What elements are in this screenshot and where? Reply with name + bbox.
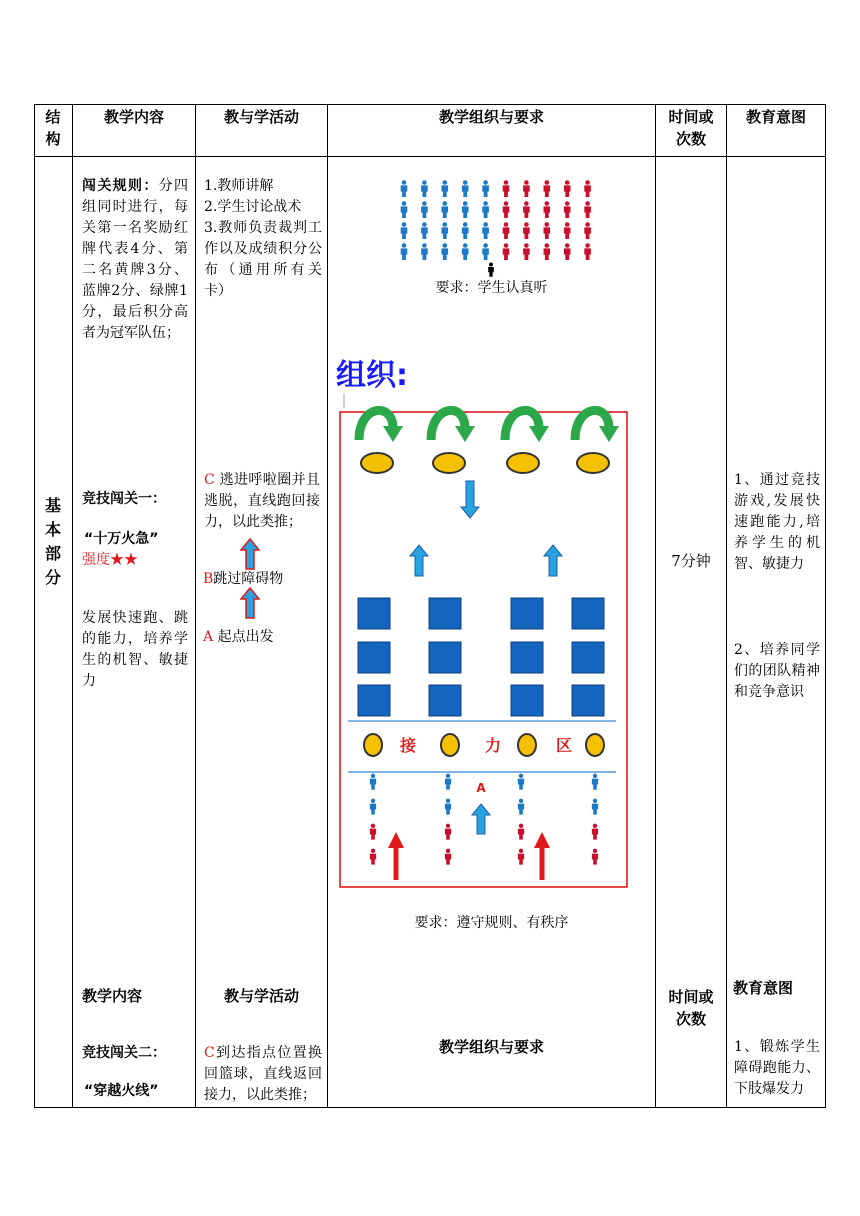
person-icon <box>401 201 408 218</box>
person-icon <box>482 243 489 260</box>
person-icon <box>503 222 510 239</box>
person-icon <box>564 222 571 239</box>
level2-intent: 1、锻炼学生障碍跑能力、下肢爆发力 <box>734 1039 820 1097</box>
person-icon <box>370 849 376 865</box>
person-icon <box>503 201 510 218</box>
step-a-letter: A <box>203 629 214 645</box>
header-activities: 教与学活动 <box>223 108 299 126</box>
obstacle-square <box>511 642 543 673</box>
person-icon <box>445 774 451 790</box>
person-icon <box>523 222 530 239</box>
start-mark-label: A <box>476 781 486 795</box>
person-icon <box>462 201 469 218</box>
step-c-letter: C <box>204 472 215 488</box>
person-icon <box>564 201 571 218</box>
level2-name: “穿越火线” <box>84 1083 159 1099</box>
activity-item: 3.教师负责裁判工作以及成绩积分公布（通用所有关卡） <box>204 220 322 299</box>
requirement-rules: 要求：遵守规则、有秩序 <box>414 915 569 931</box>
activity-item: 1.教师讲解 <box>204 178 274 194</box>
person-icon <box>488 263 494 277</box>
person-icon <box>482 222 489 239</box>
obstacle-square <box>511 685 543 716</box>
intensity-stars: ★★ <box>110 552 138 568</box>
duration: 7分钟 <box>671 552 711 570</box>
level2-title: 竞技闯关二： <box>82 1045 166 1061</box>
person-icon <box>518 849 524 865</box>
person-icon <box>544 180 551 197</box>
obstacle-square <box>429 642 461 673</box>
level2-step-c <box>204 1043 322 1106</box>
person-icon <box>421 201 428 218</box>
header-content: 教学内容 <box>103 108 164 126</box>
obstacle-square <box>572 598 604 629</box>
person-icon <box>584 180 591 197</box>
hoop-icon <box>441 734 459 756</box>
up-arrow-icon <box>544 545 562 576</box>
obstacle-square <box>358 598 390 629</box>
curved-arrow-icon <box>505 410 539 440</box>
person-icon <box>503 243 510 260</box>
relay-zone-label: 区 <box>555 736 573 755</box>
hoop-icon <box>361 453 393 473</box>
person-icon <box>442 201 449 218</box>
step-b-text: 跳过障碍物 <box>213 571 284 587</box>
person-icon <box>544 222 551 239</box>
repeat-header-organization: 教学组织与要求 <box>438 1038 544 1056</box>
person-icon <box>421 222 428 239</box>
person-icon <box>523 201 530 218</box>
rules-title: 闯关规则： <box>82 178 159 194</box>
person-icon <box>592 824 598 840</box>
hoop-icon <box>507 453 539 473</box>
person-icon <box>544 201 551 218</box>
person-icon <box>401 222 408 239</box>
repeat-header-intent: 教育意图 <box>733 979 794 997</box>
person-icon <box>445 799 451 815</box>
up-arrow-icon <box>240 587 260 619</box>
red-up-arrow-icon <box>534 832 550 880</box>
level1-title: 竞技闯关一： <box>82 491 166 507</box>
obstacle-square <box>358 685 390 716</box>
person-icon <box>462 243 469 260</box>
header-organization: 教学组织与要求 <box>438 108 544 126</box>
header-structure: 结构 <box>45 108 61 148</box>
level1-intensity <box>82 550 192 571</box>
person-icon <box>370 774 376 790</box>
person-icon <box>462 180 469 197</box>
hoop-icon <box>364 734 382 756</box>
step-c-text: 逃进呼啦圈并且逃脱，直线跑回接力，以此类推； <box>204 472 320 530</box>
hoop-icon <box>586 734 604 756</box>
up-arrow-icon <box>240 538 260 570</box>
step-c <box>204 470 320 533</box>
intent-item-1: 1、通过竞技游戏,发展快速跑能力,培养学生的机智、敏捷力 <box>734 472 820 572</box>
person-icon <box>544 243 551 260</box>
intensity-label: 强度 <box>82 552 110 568</box>
person-icon <box>370 799 376 815</box>
person-icon <box>523 243 530 260</box>
person-icon <box>584 222 591 239</box>
level2-step-c-text: 到达指点位置换回篮球，直线返回接力，以此类推； <box>204 1045 322 1103</box>
person-icon <box>442 222 449 239</box>
level1-goal: 发展快速跑、跳的能力，培养学生的机智、敏捷力 <box>82 610 188 689</box>
repeat-header-time: 时间或次数 <box>668 988 714 1028</box>
relay-field-diagram <box>336 392 636 892</box>
repeat-header-content: 教学内容 <box>82 987 143 1005</box>
up-arrow-icon <box>472 804 490 834</box>
person-icon <box>564 180 571 197</box>
person-icon <box>401 180 408 197</box>
relay-zone-label: 力 <box>484 736 502 755</box>
structure-label: 基本部分 <box>44 496 61 587</box>
person-icon <box>442 243 449 260</box>
step-a <box>203 627 321 648</box>
step-b-letter: B <box>203 571 214 587</box>
curved-arrow-icon <box>359 410 393 440</box>
level1-name: “十万火急” <box>84 531 159 547</box>
up-arrow-icon <box>410 545 428 576</box>
rules-body: 分四组同时进行，每关第一名奖励红牌代表4分、第二名黄牌3分、蓝牌2分、绿牌1分，最后积分高者为冠军队伍； <box>82 178 189 341</box>
person-icon <box>592 774 598 790</box>
person-icon <box>518 774 524 790</box>
activity-list <box>204 176 322 302</box>
requirement-listen: 要求：学生认真听 <box>435 280 548 296</box>
person-icon <box>518 799 524 815</box>
person-icon <box>592 799 598 815</box>
person-icon <box>421 243 428 260</box>
person-icon <box>518 824 524 840</box>
obstacle-square <box>572 642 604 673</box>
person-icon <box>462 222 469 239</box>
organization-title: 组织: <box>336 358 408 393</box>
obstacle-square <box>572 685 604 716</box>
person-icon <box>523 180 530 197</box>
arrowhead-icon <box>529 426 549 442</box>
person-icon <box>445 824 451 840</box>
header-time: 时间或次数 <box>668 108 714 148</box>
obstacle-square <box>358 642 390 673</box>
curved-arrow-icon <box>575 410 609 440</box>
rules-block <box>82 176 188 344</box>
header-intent: 教育意图 <box>745 108 806 126</box>
person-icon <box>482 201 489 218</box>
person-icon <box>503 180 510 197</box>
person-icon <box>401 243 408 260</box>
down-arrow-icon <box>461 481 479 518</box>
person-icon <box>592 849 598 865</box>
person-icon <box>421 180 428 197</box>
relay-zone-label: 接 <box>399 736 417 755</box>
person-icon <box>564 243 571 260</box>
curved-arrow-icon <box>431 410 465 440</box>
obstacle-square <box>429 685 461 716</box>
step-a-text: 起点出发 <box>213 629 274 645</box>
person-icon <box>584 243 591 260</box>
hoop-icon <box>577 453 609 473</box>
step-b <box>203 569 321 590</box>
arrowhead-icon <box>383 426 403 442</box>
intent-item-2: 2、培养同学们的团队精神和竞争意识 <box>734 642 820 700</box>
person-icon <box>482 180 489 197</box>
person-icon <box>445 849 451 865</box>
hoop-icon <box>518 734 536 756</box>
student-formation <box>396 178 596 278</box>
repeat-header-activities: 教与学活动 <box>223 987 299 1005</box>
obstacle-square <box>429 598 461 629</box>
red-up-arrow-icon <box>388 832 404 880</box>
person-icon <box>370 824 376 840</box>
level2-step-c-letter: C <box>204 1045 215 1061</box>
arrowhead-icon <box>455 426 475 442</box>
person-icon <box>442 180 449 197</box>
activity-item: 2.学生讨论战术 <box>204 199 302 215</box>
person-icon <box>584 201 591 218</box>
obstacle-square <box>511 598 543 629</box>
arrowhead-icon <box>599 426 619 442</box>
hoop-icon <box>433 453 465 473</box>
